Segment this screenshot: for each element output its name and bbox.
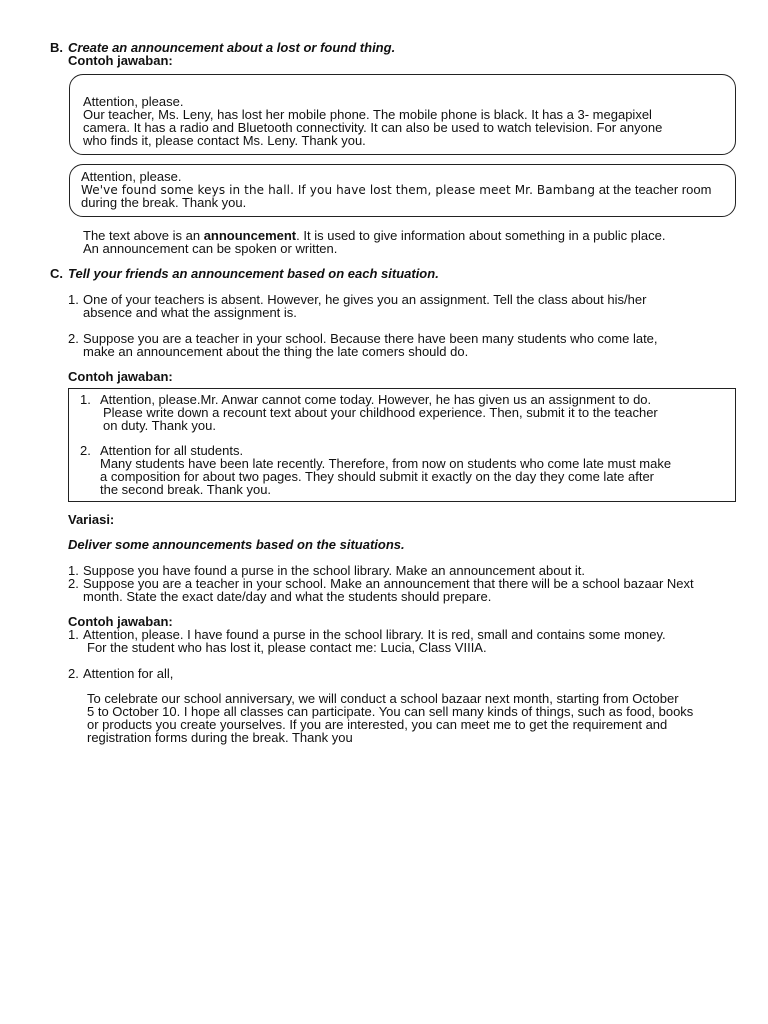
section-b-contoh: Contoh jawaban: xyxy=(68,53,173,68)
box1-line: Attention, please. xyxy=(83,94,184,109)
situation-num: 2. xyxy=(68,331,79,346)
answer-line: the second break. Thank you. xyxy=(100,482,272,497)
variasi-line: Suppose you are a teacher in your school. Make an announcement that there will be a school bazaar Next xyxy=(83,576,694,591)
bazaar-paragraph-line: or products you create yourselves. If you are interested, you can meet me to get the requirement and xyxy=(87,717,668,732)
note-prefix: The text above is an xyxy=(83,228,204,243)
situation-num: 1. xyxy=(68,292,79,307)
box1-line: Our teacher, Ms. Leny, has lost her mobile phone. The mobile phone is black. It has a 3- megapixel xyxy=(83,107,652,122)
note-line2: An announcement can be spoken or written. xyxy=(83,241,338,256)
answer-line: Please write down a recount text about your childhood experience. Then, submit it to the teacher xyxy=(103,405,658,420)
section-c-contoh: Contoh jawaban: xyxy=(68,369,173,384)
variasi-answer-line: Attention for all, xyxy=(83,666,174,681)
variasi-title: Deliver some announcements based on the situations. xyxy=(68,537,405,552)
box2-line: Attention, please. xyxy=(81,169,182,184)
box1-line: camera. It has a radio and Bluetooth connectivity. It can also be used to watch television. For anyone xyxy=(83,120,663,135)
situation-line: Suppose you are a teacher in your school. Because there have been many students who come late, xyxy=(83,331,658,346)
variasi-num: 1. xyxy=(68,563,79,578)
box2-line-a: We've found some keys in the hall. If you have lost them, please meet Mr. Bambang xyxy=(81,183,596,197)
answer-line: Many students have been late recently. Therefore, from now on students who come late must make xyxy=(100,456,672,471)
section-c-label: C. xyxy=(50,266,63,281)
box2-line: during the break. Thank you. xyxy=(81,195,247,210)
box2-line-b: at the teacher room xyxy=(595,182,712,197)
bazaar-paragraph-line: To celebrate our school anniversary, we will conduct a school bazaar next month, starting from October xyxy=(87,691,679,706)
variasi-line: month. State the exact date/day and what the students should prepare. xyxy=(83,589,492,604)
section-c-title: Tell your friends an announcement based on each situation. xyxy=(68,266,439,281)
answer-line: a composition for about two pages. They should submit it exactly on the day they come late after xyxy=(100,469,655,484)
variasi-line: Suppose you have found a purse in the school library. Make an announcement about it. xyxy=(83,563,586,578)
variasi-answer-line: Attention, please. I have found a purse in the school library. It is red, small and contains some money. xyxy=(83,627,666,642)
variasi-answer-num: 1. xyxy=(68,627,79,642)
note-bold: announcement xyxy=(203,228,297,243)
section-b-title: Create an announcement about a lost or found thing. xyxy=(68,40,396,55)
variasi-contoh: Contoh jawaban: xyxy=(68,614,173,629)
bazaar-paragraph-line: registration forms during the break. Thank you xyxy=(87,730,353,745)
answer-line: Attention for all students. xyxy=(100,443,244,458)
box1-line: who finds it, please contact Ms. Leny. Thank you. xyxy=(83,133,366,148)
bazaar-paragraph-line: 5 to October 10. I hope all classes can participate. You can sell many kinds of things, such as food, books xyxy=(87,704,694,719)
answer-line: on duty. Thank you. xyxy=(103,418,216,433)
answer-num: 2. xyxy=(80,443,91,458)
situation-line: make an announcement about the thing the late comers should do. xyxy=(83,344,469,359)
answer-line: Attention, please.Mr. Anwar cannot come today. However, he has given us an assignment to do. xyxy=(100,392,652,407)
note-suffix: . It is used to give information about something in a public place. xyxy=(296,228,666,243)
situation-line: absence and what the assignment is. xyxy=(83,305,297,320)
variasi-label: Variasi: xyxy=(68,512,115,527)
situation-line: One of your teachers is absent. However, he gives you an assignment. Tell the class about his/her xyxy=(83,292,647,307)
variasi-answer-num: 2. xyxy=(68,666,79,681)
variasi-answer-line: For the student who has lost it, please contact me: Lucia, Class VIIIA. xyxy=(87,640,487,655)
section-b-label: B. xyxy=(50,40,63,55)
variasi-num: 2. xyxy=(68,576,79,591)
answer-num: 1. xyxy=(80,392,91,407)
